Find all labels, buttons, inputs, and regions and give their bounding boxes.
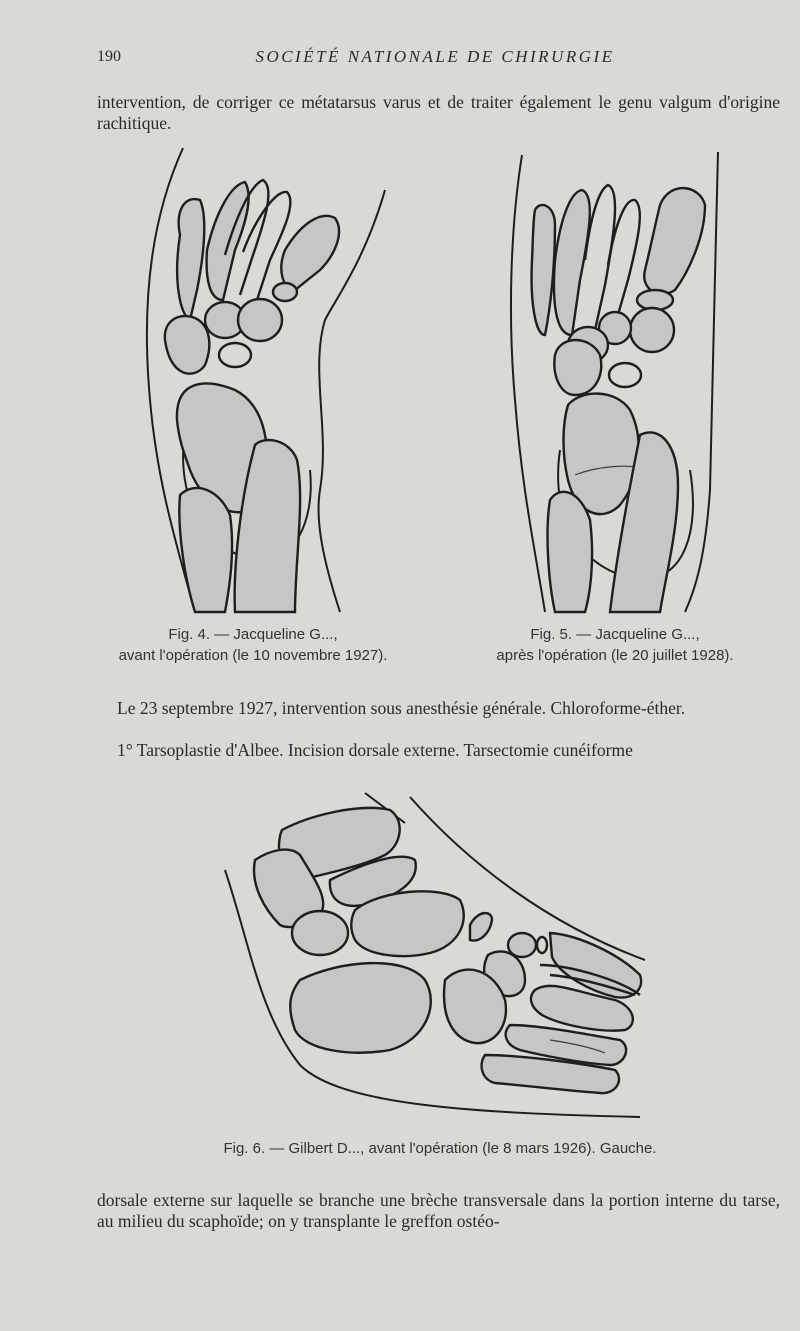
figure-5-caption-line-2: après l'opération (le 20 juillet 1928).: [496, 647, 734, 664]
paragraph-continuation: dorsale externe sur laquelle se branche une brèche transversale dans la portion interne du tarse, au milieu du scaphoïde; on y transplante le greffon ostéo-: [97, 1190, 780, 1231]
running-title: SOCIÉTÉ NATIONALE DE CHIRURGIE: [255, 47, 615, 66]
figure-4-caption-line-1: Fig. 4. — Jacqueline G...,: [168, 626, 338, 643]
figure-6-caption: Fig. 6. — Gilbert D..., avant l'opération (le 8 mars 1926). Gauche.: [223, 1140, 657, 1157]
figure-4-caption: [88, 624, 418, 666]
figure-4-drawing: [135, 140, 400, 615]
paragraph-anesthesia: Le 23 septembre 1927, intervention sous anesthésie générale. Chloroforme-éther.: [117, 698, 686, 718]
figure-4-caption-line-2: avant l'opération (le 10 novembre 1927).: [118, 647, 388, 664]
figure-6-drawing: [220, 785, 660, 1125]
paragraph-tarsoplasty: 1° Tarsoplastie d'Albee. Incision dorsale externe. Tarsectomie cunéiforme: [117, 740, 633, 760]
page-number: 190: [97, 48, 121, 65]
figure-5-drawing: [500, 150, 740, 615]
figure-5-caption: [430, 624, 800, 666]
figure-5-caption-line-1: Fig. 5. — Jacqueline G...,: [530, 626, 700, 643]
paragraph-intro: intervention, de corriger ce métatarsus varus et de traiter également le genu valgum d'origine rachitique.: [97, 92, 780, 133]
